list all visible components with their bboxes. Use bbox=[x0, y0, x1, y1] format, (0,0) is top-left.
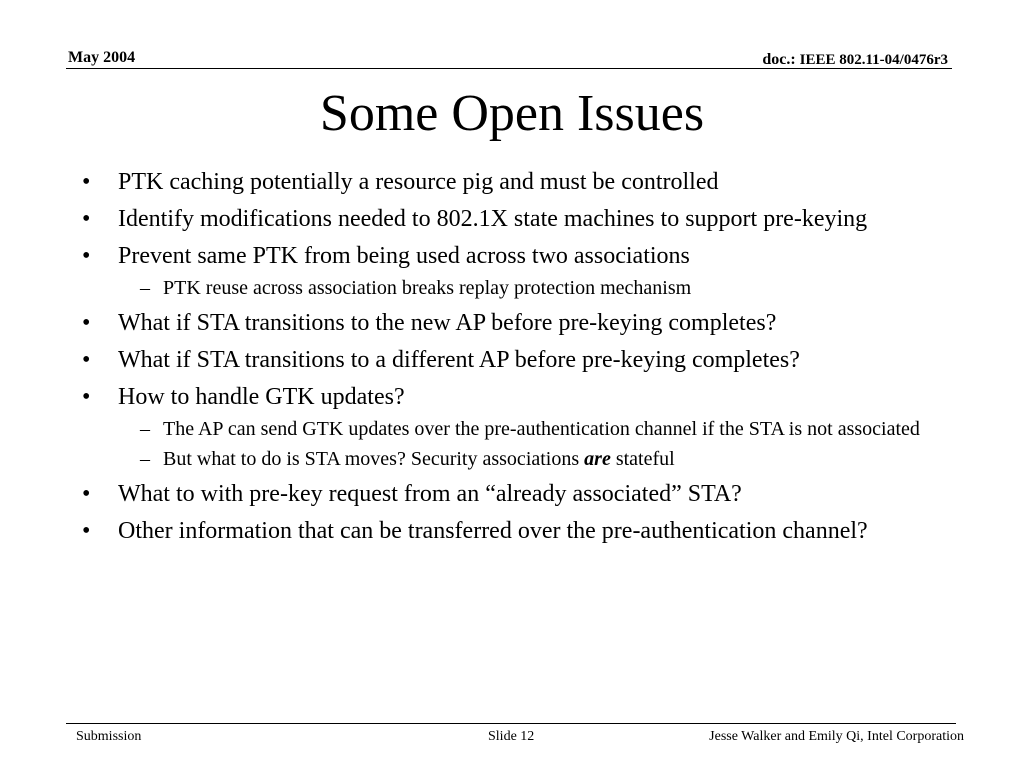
footer-slide-number: Slide 12 bbox=[488, 729, 535, 744]
sub-bullet-marker: – bbox=[140, 418, 150, 440]
bullet-text: What if STA transitions to a different AP before pre-keying completes? bbox=[118, 347, 800, 373]
bullet-text: Other information that can be transferred over the pre-authentication channel? bbox=[118, 518, 868, 544]
bullet-text: What if STA transitions to the new AP before pre-keying completes? bbox=[118, 310, 777, 336]
bullet-text: PTK caching potentially a resource pig and must be controlled bbox=[118, 169, 719, 195]
bullet-item bbox=[76, 345, 966, 376]
bullet-item bbox=[76, 382, 966, 413]
sub-bullet-item bbox=[76, 446, 966, 473]
bullet-text: Identify modifications needed to 802.1X state machines to support pre-keying bbox=[118, 206, 868, 232]
sub-bullet-text-after: stateful bbox=[615, 448, 675, 470]
header-doc-prefix: doc.: bbox=[762, 51, 796, 68]
bullet-item bbox=[76, 204, 966, 235]
bullet-item bbox=[76, 167, 966, 198]
slide-title: Some Open Issues bbox=[319, 85, 705, 142]
bullet-text: What to with pre-key request from an “already associated” STA? bbox=[118, 481, 742, 507]
bullet-marker: • bbox=[82, 169, 91, 195]
bullet-text: Prevent same PTK from being used across two associations bbox=[118, 243, 690, 269]
footer-submission: Submission bbox=[76, 729, 142, 744]
bullet-marker: • bbox=[82, 518, 91, 544]
bullet-marker: • bbox=[82, 481, 91, 507]
bullet-marker: • bbox=[82, 347, 91, 373]
sub-bullet-item bbox=[76, 275, 966, 302]
slide-body bbox=[76, 167, 966, 553]
sub-bullet-text: The AP can send GTK updates over the pre-authentication channel if the STA is not associated bbox=[163, 418, 920, 440]
bullet-item bbox=[76, 479, 966, 510]
sub-bullet-text-before: But what to do is STA moves? Security associations bbox=[163, 448, 580, 470]
footer-authors: Jesse Walker and Emily Qi, Intel Corporation bbox=[709, 729, 964, 744]
bullet-marker: • bbox=[82, 243, 91, 269]
header-date: May 2004 bbox=[68, 49, 136, 66]
bullet-item bbox=[76, 241, 966, 272]
header-divider bbox=[66, 68, 952, 69]
sub-bullet-emphasis: are bbox=[584, 448, 611, 470]
footer-divider bbox=[66, 723, 956, 724]
bullet-item bbox=[76, 308, 966, 339]
header-doc-id: IEEE 802.11-04/0476r3 bbox=[799, 52, 948, 68]
sub-bullet-text: PTK reuse across association breaks replay protection mechanism bbox=[163, 277, 692, 299]
sub-bullet-marker: – bbox=[140, 448, 150, 470]
bullet-text: How to handle GTK updates? bbox=[118, 384, 405, 410]
bullet-marker: • bbox=[82, 310, 91, 336]
header-doc-reference bbox=[762, 51, 948, 69]
bullet-marker: • bbox=[82, 206, 91, 232]
sub-bullet-marker: – bbox=[140, 277, 150, 299]
sub-bullet-item bbox=[76, 416, 966, 443]
bullet-marker: • bbox=[82, 384, 91, 410]
bullet-item bbox=[76, 516, 966, 547]
